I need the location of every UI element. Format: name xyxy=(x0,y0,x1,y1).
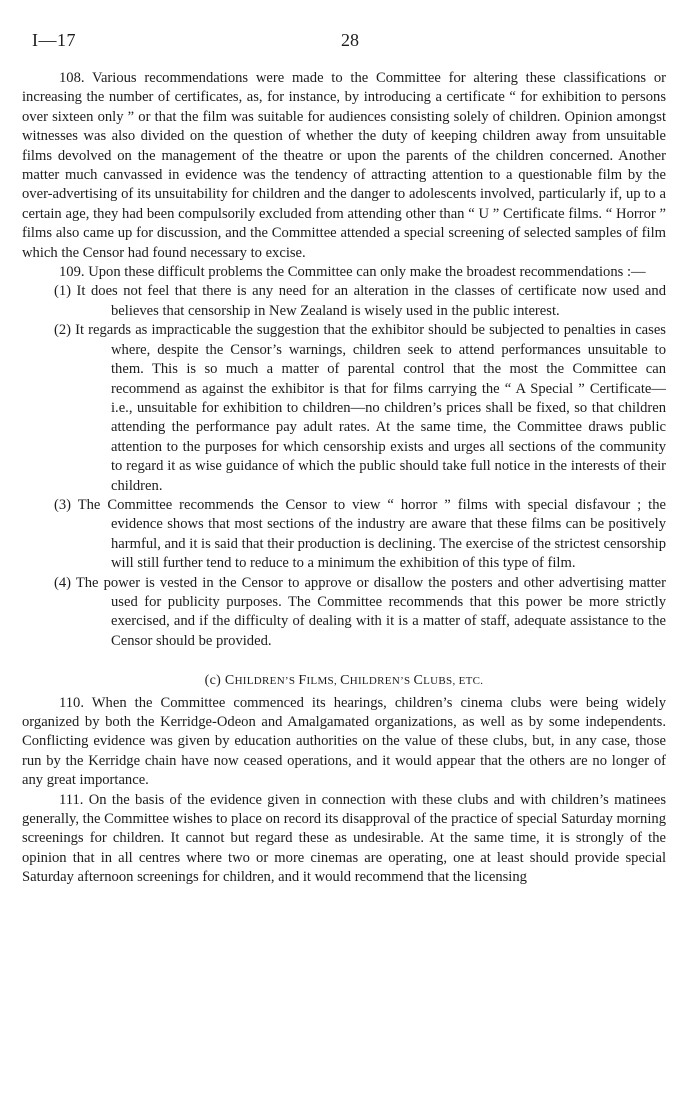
recommendation-number: (3) xyxy=(54,496,78,513)
recommendation-item xyxy=(22,321,666,496)
paragraph-110: 110. When the Committee commenced its hearings, children’s cinema clubs were being widely organized by both the Kerridge-Odeon and Amalgamated organizations, as well as by some independents. Conflicting evidence was given by education authorities on the value of these clubs, but, in any case, those run by the Kerridge chain have now ceased operations, and it would appear that the others are no longer of any great importance. xyxy=(22,694,666,789)
recommendation-number: (2) xyxy=(54,322,76,339)
paragraph-109: 109. Upon these difficult problems the Committee can only make the broadest recommendations :— xyxy=(59,264,646,281)
recommendation-number: (1) xyxy=(54,283,77,300)
recommendation-text: It does not feel that there is any need for an alteration in the classes of certificate now used and believes that censorship in New Zealand is wisely used in the public interest. xyxy=(76,283,666,319)
page-number: 28 xyxy=(341,30,359,50)
body-text xyxy=(22,69,666,888)
recommendation-item xyxy=(22,496,666,574)
report-reference: I—17 xyxy=(32,30,76,50)
recommendation-text: The Committee recommends the Censor to view “ horror ” films with special disfavour ; the evidence shows that most sections of the industry are aware that these films can be positively harmful, and it is said that their production is declining. The exercise of the strictest censorship will still further tend to reduce to a minimum the exhibition of this type of film. xyxy=(77,496,666,572)
section-heading: (c) CHILDREN’S FILMS, CHILDREN’S CLUBS, ETC. xyxy=(204,673,484,689)
recommendation-text: It regards as impracticable the suggestion that the exhibitor should be subjected to penalties in cases where, despite the Censor’s warnings, children seek to attend performances unsuitable to them. This is so much a matter of parental control that the most the Committee can recommend as against the exhibitor is that for films carrying the “ A Special ” Certificate—i.e., unsuitable for exhibition to children—no children’s prices shall be fixed, so that children attending the performance pay adult rates. At the same time, the Committee draws public attention to the purposes for which censorship exists and urges all sections of the community to regard it as wise guidance of which the public should take full notice in the interests of their children. xyxy=(75,322,666,494)
recommendation-number: (4) xyxy=(54,574,76,591)
recommendation-item xyxy=(22,574,666,652)
recommendations-list xyxy=(22,282,666,651)
recommendation-item xyxy=(22,282,666,321)
paragraph-108: 108. Various recommendations were made to the Committee for altering these classifications or increasing the number of certificates, as, for instance, by introducing a certificate “ for exhibition to persons over sixteen only ” or that the film was suitable for audiences consisting solely of children. Opinion amongst witnesses was also divided on the question of whether the duty of keeping children away from unsuitable films devolved on the management of the theatre or upon the parents of the children concerned. Another matter much canvassed in evidence was the tendency of attracting attention to a questionable film by the over-advertising of its unsuitability for children and the danger to adolescents involved, particularly if, up to a certain age, they had been compulsorily excluded from attending other than “ U ” Certificate films. “ Horror ” films also came up for discussion, and the Committee attended a special screening of selected samples of film which the Censor had found necessary to excise. xyxy=(22,70,666,261)
paragraph-111: 111. On the basis of the evidence given in connection with these clubs and with children’s matinees generally, the Committee wishes to place on record its disapproval of the practice of special Saturday morning screenings for children. It cannot but regard these as undesirable. At the same time, it is strongly of the opinion that in all centres where two or more cinemas are operating, one at least should provide special Saturday afternoon screenings for children, and it would recommend that the licensing xyxy=(22,791,666,886)
recommendation-text: The power is vested in the Censor to approve or disallow the posters and other advertising matter used for publicity purposes. The Committee recommends that this power be more strictly exercised, and if the difficulty of dealing with it is a matter of staff, adequate assistance to the Censor should be provided. xyxy=(75,574,666,649)
